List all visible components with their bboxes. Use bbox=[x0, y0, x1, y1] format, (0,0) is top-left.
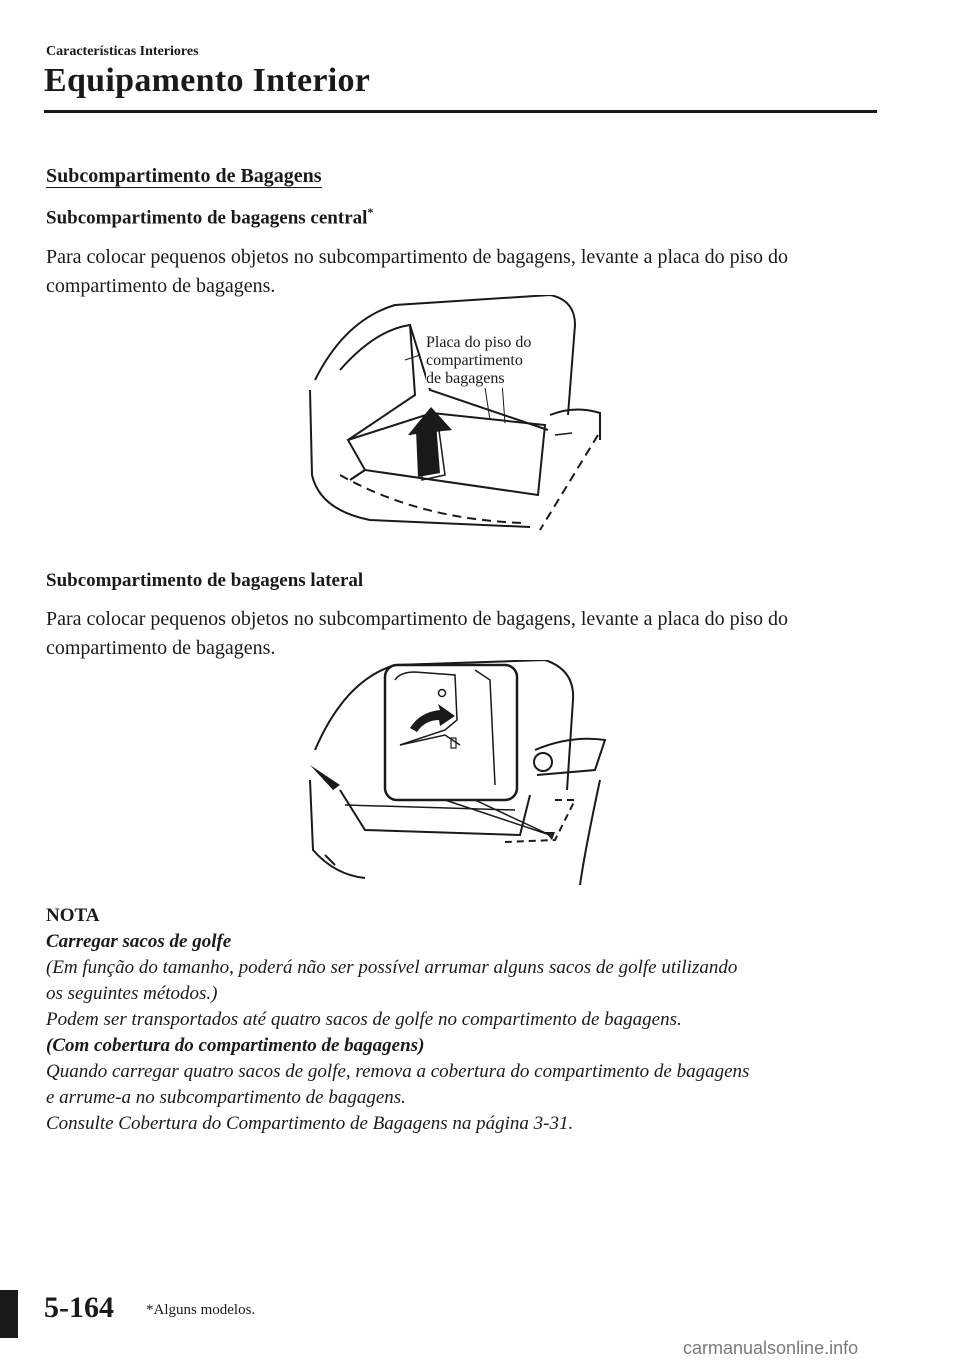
tail-light-detail bbox=[555, 433, 572, 435]
lift-arrow-head-fill bbox=[408, 407, 452, 435]
zoom-leader-right bbox=[475, 800, 550, 835]
header-divider bbox=[44, 110, 877, 113]
central-heading-text: Subcompartimento de bagagens central bbox=[46, 207, 368, 229]
note-block bbox=[46, 903, 896, 1137]
note-cover-line-2: e arrume-a no subcompartimento de bagagens. bbox=[46, 1087, 406, 1108]
central-paragraph-line-2: compartimento de bagagens. bbox=[46, 275, 276, 297]
lateral-heading: Subcompartimento de bagagens lateral bbox=[46, 570, 364, 591]
zoom-inset-frame bbox=[385, 665, 517, 800]
note-line-1: (Em função do tamanho, poderá não ser possível arrumar alguns sacos de golfe utilizando bbox=[46, 957, 738, 978]
lateral-compartment-figure bbox=[305, 660, 615, 890]
central-paragraph bbox=[46, 243, 896, 301]
zoom-leader-left bbox=[445, 800, 550, 835]
note-line-2: os seguintes métodos.) bbox=[46, 983, 218, 1004]
dashed-guide-bottom bbox=[340, 475, 525, 523]
rear-bumper-curve bbox=[580, 780, 600, 885]
footer-tab bbox=[0, 1290, 18, 1338]
central-heading bbox=[46, 205, 373, 229]
chapter-title: Equipamento Interior bbox=[44, 62, 371, 99]
lateral-paragraph bbox=[46, 605, 896, 663]
tail-light-lamp bbox=[534, 753, 552, 771]
car-body-outline-2 bbox=[310, 780, 365, 878]
note-title: NOTA bbox=[46, 905, 100, 926]
latch-marker bbox=[545, 832, 555, 840]
floor-board-label-line-1: Placa do piso do bbox=[426, 334, 532, 351]
pointer-arrow-left bbox=[310, 765, 340, 790]
central-paragraph-line-1: Para colocar pequenos objetos no subcompartimento de bagagens, levante a placa do piso do bbox=[46, 246, 788, 268]
dashed-guide-right bbox=[540, 435, 598, 530]
floor-edge bbox=[350, 470, 365, 480]
note-cover-heading: (Com cobertura do compartimento de bagagens) bbox=[46, 1035, 425, 1056]
section-label: Características Interiores bbox=[46, 44, 199, 59]
note-subtitle: Carregar sacos de golfe bbox=[46, 931, 232, 952]
lateral-paragraph-line-2: compartimento de bagagens. bbox=[46, 637, 276, 659]
note-line-3: Podem ser transportados até quatro sacos de golfe no compartimento de bagagens. bbox=[46, 1009, 682, 1030]
lateral-paragraph-line-1: Para colocar pequenos objetos no subcompartimento de bagagens, levante a placa do piso do bbox=[46, 608, 788, 630]
floor-board-label-line-2: compartimento bbox=[426, 352, 523, 369]
floor-board-label-line-3: de bagagens bbox=[426, 370, 505, 387]
section-heading: Subcompartimento de Bagagens bbox=[46, 165, 322, 187]
watermark: carmanualsonline.info bbox=[683, 1338, 859, 1358]
note-cover-line-3: Consulte Cobertura do Compartimento de Bagagens na página 3-31. bbox=[46, 1113, 574, 1134]
footnote: *Alguns modelos. bbox=[146, 1302, 256, 1318]
floor-board-label bbox=[426, 334, 531, 388]
central-compartment-figure bbox=[300, 295, 620, 535]
page-number: 5-164 bbox=[44, 1291, 114, 1324]
note-cover-line-1: Quando carregar quatro sacos de golfe, remova a cobertura do compartimento de bagagens bbox=[46, 1061, 750, 1082]
central-heading-asterisk: * bbox=[367, 205, 374, 219]
